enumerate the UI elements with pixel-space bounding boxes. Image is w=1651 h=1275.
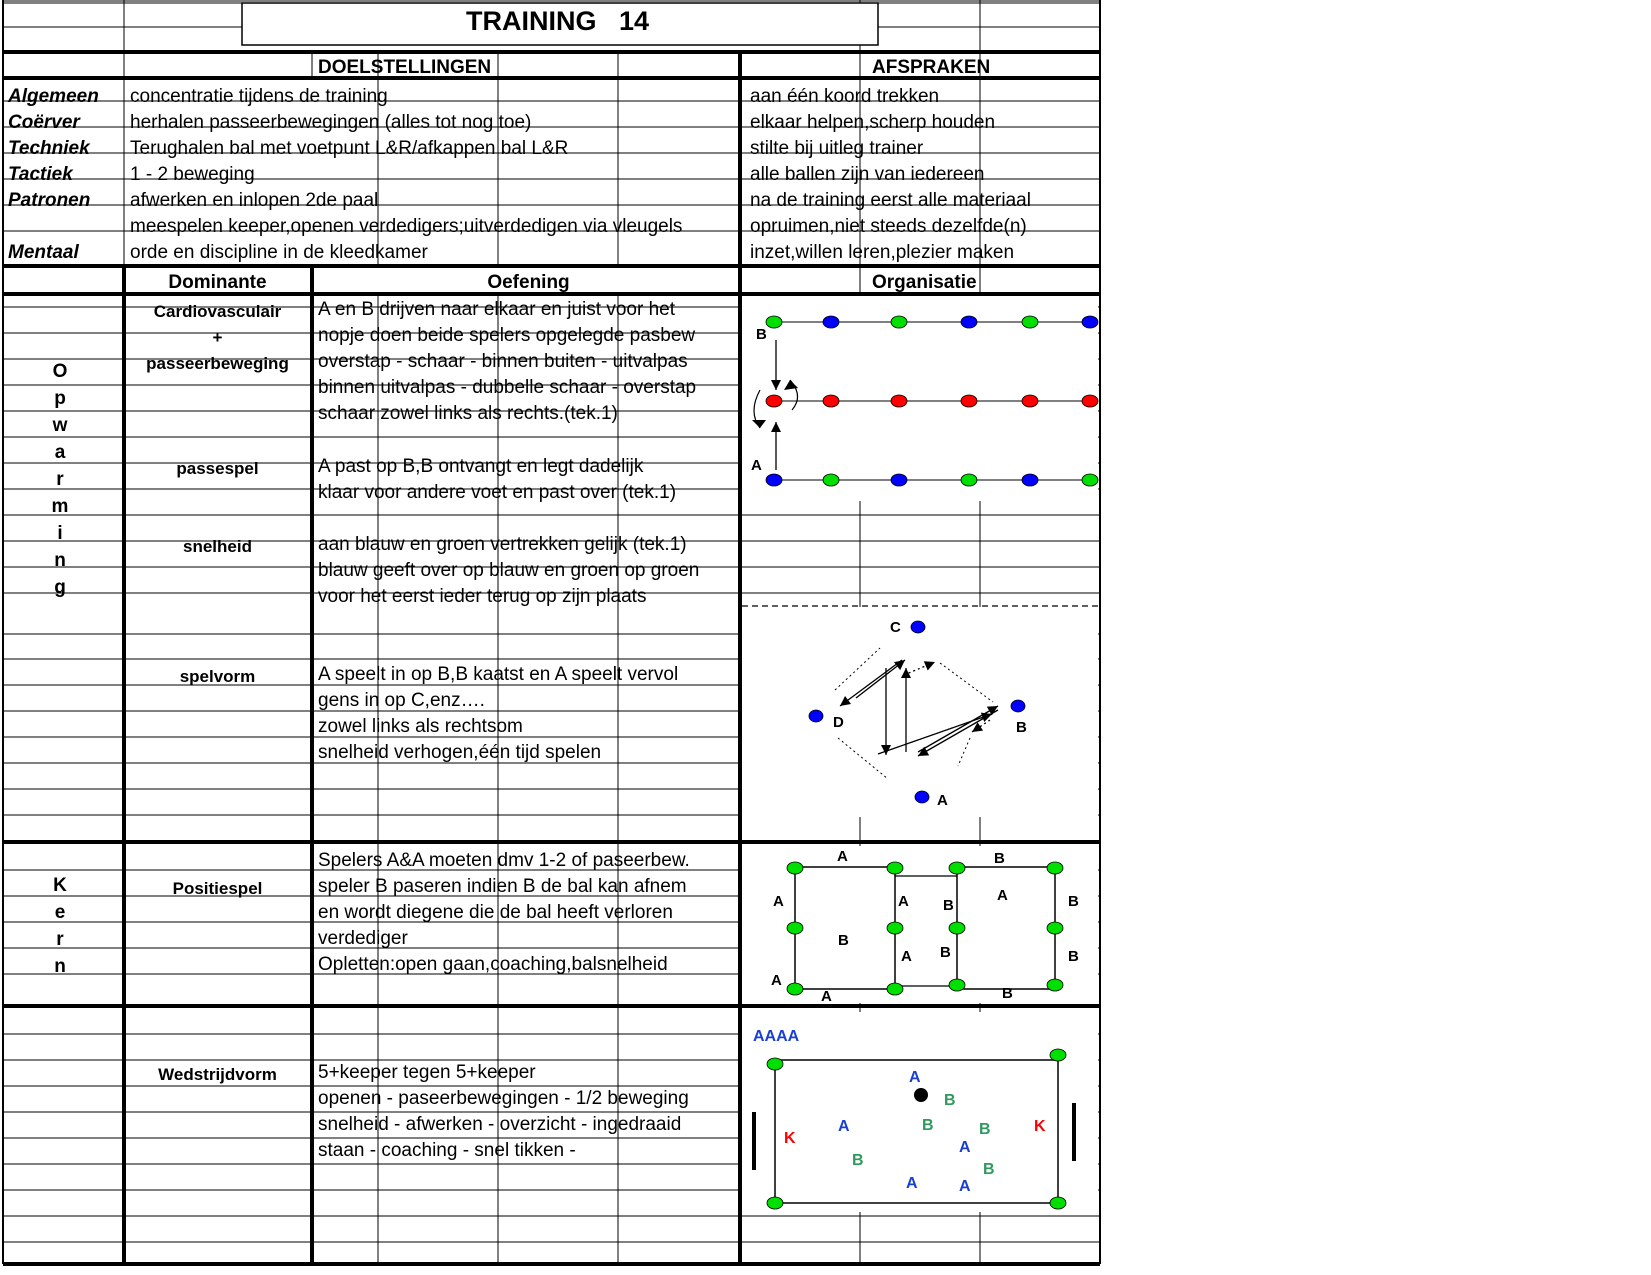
player-label: B bbox=[979, 1121, 991, 1138]
cone bbox=[823, 395, 839, 407]
section-letter: m bbox=[51, 496, 69, 517]
keeper-label: K bbox=[1034, 1118, 1046, 1135]
player-label: A bbox=[937, 792, 948, 809]
oefening-line: blauw geeft over op blauw en groen op groen bbox=[318, 560, 700, 581]
player-label: B bbox=[838, 932, 849, 949]
afspraak-text: inzet,willen leren,plezier maken bbox=[750, 242, 1015, 263]
cone bbox=[1050, 1049, 1066, 1061]
team-a-label: AAAA bbox=[753, 1028, 800, 1045]
header-doelstellingen: DOELSTELLINGEN bbox=[318, 57, 492, 78]
section-letter: i bbox=[57, 523, 63, 544]
player-label: C bbox=[890, 619, 901, 636]
player-label: A bbox=[959, 1139, 971, 1156]
section-letter: p bbox=[54, 388, 66, 409]
player-label: A bbox=[751, 457, 762, 474]
section-letter: g bbox=[54, 577, 66, 598]
section-letter: n bbox=[54, 550, 66, 571]
cone bbox=[766, 474, 782, 486]
page-title: TRAINING 14 bbox=[466, 6, 650, 36]
player-label: D bbox=[833, 714, 844, 731]
category-label: Coërver bbox=[8, 112, 80, 133]
oefening-line: verdediger bbox=[318, 928, 408, 949]
oefening-line: nopje doen beide spelers opgelegde pasbew bbox=[318, 325, 696, 346]
cone bbox=[891, 474, 907, 486]
player-label: A bbox=[838, 1118, 850, 1135]
oefening-line: binnen uitvalpas - dubbelle schaar - overstap bbox=[318, 377, 697, 398]
cone bbox=[961, 474, 977, 486]
player-label: A bbox=[898, 893, 909, 910]
player-label: B bbox=[943, 897, 954, 914]
player-label: B bbox=[1068, 893, 1079, 910]
afspraak-text: opruimen,niet steeds dezelfde(n) bbox=[750, 216, 1027, 237]
cone bbox=[1050, 1197, 1066, 1209]
player-label: B bbox=[756, 326, 767, 343]
section-letter: w bbox=[52, 415, 68, 436]
section-letter: e bbox=[54, 902, 66, 923]
dominante-cardio: Cardiovasculair bbox=[153, 302, 282, 321]
player-label: B bbox=[940, 944, 951, 961]
cone bbox=[1047, 979, 1063, 991]
section-letter: K bbox=[53, 875, 67, 896]
cone bbox=[887, 922, 903, 934]
dominante-wedstrijdvorm: Wedstrijdvorm bbox=[158, 1065, 277, 1084]
cone bbox=[823, 474, 839, 486]
cone bbox=[887, 862, 903, 874]
afspraak-text: aan één koord trekken bbox=[750, 86, 940, 107]
cone bbox=[787, 983, 803, 995]
cone bbox=[787, 862, 803, 874]
player-label: A bbox=[771, 972, 782, 989]
section-letter: O bbox=[52, 361, 68, 382]
category-label: Mentaal bbox=[8, 242, 79, 263]
dominante-snelheid: snelheid bbox=[183, 537, 252, 556]
cone bbox=[1047, 922, 1063, 934]
player bbox=[915, 791, 929, 803]
player-label: A bbox=[906, 1175, 918, 1192]
cone bbox=[891, 316, 907, 328]
player bbox=[1011, 700, 1025, 712]
cone bbox=[961, 316, 977, 328]
oefening-line: overstap - schaar - binnen buiten - uitvalpas bbox=[318, 351, 688, 372]
diagram-background bbox=[742, 607, 1098, 817]
goal-text: Terughalen bal met voetpunt L&R/afkappen bal L&R bbox=[130, 138, 569, 159]
dominante-positiespel: Positiespel bbox=[172, 879, 263, 898]
player bbox=[809, 710, 823, 722]
oefening-line: Opletten:open gaan,coaching,balsnelheid bbox=[318, 954, 668, 975]
cone bbox=[766, 316, 782, 328]
oefening-line: A past op B,B ontvangt en legt dadelijk bbox=[318, 456, 644, 477]
goal-text: orde en discipline in de kleedkamer bbox=[130, 242, 428, 263]
oefening-line: staan - coaching - snel tikken - bbox=[318, 1140, 576, 1161]
cone bbox=[1022, 474, 1038, 486]
header-afspraken: AFSPRAKEN bbox=[872, 57, 991, 78]
cone bbox=[887, 983, 903, 995]
cone bbox=[1047, 862, 1063, 874]
oefening-line: openen - paseerbewegingen - 1/2 beweging bbox=[318, 1088, 689, 1109]
dominante-plus: + bbox=[212, 328, 223, 347]
dominante-spelvorm: spelvorm bbox=[179, 667, 256, 686]
oefening-line: snelheid - afwerken - overzicht - ingedraaid bbox=[318, 1114, 682, 1135]
player-label: B bbox=[1068, 948, 1079, 965]
category-label: Techniek bbox=[8, 138, 90, 159]
goal-text: 1 - 2 beweging bbox=[130, 164, 255, 185]
dominante-passespel: passespel bbox=[176, 459, 259, 478]
cone bbox=[767, 1197, 783, 1209]
cone bbox=[949, 922, 965, 934]
oefening-line: en wordt diegene die de bal heeft verloren bbox=[318, 902, 673, 923]
player-label: B bbox=[1002, 985, 1013, 1002]
cone bbox=[1082, 316, 1098, 328]
cone bbox=[949, 979, 965, 991]
player-label: B bbox=[944, 1092, 956, 1109]
keeper-label: K bbox=[784, 1130, 796, 1147]
cone bbox=[949, 862, 965, 874]
section-letter: n bbox=[54, 956, 66, 977]
oefening-line: gens in op C,enz…. bbox=[318, 690, 485, 711]
category-label: Algemeen bbox=[8, 86, 99, 107]
cone bbox=[1022, 395, 1038, 407]
oefening-line: klaar voor andere voet en past over (tek.1) bbox=[318, 482, 677, 503]
player-label: A bbox=[773, 893, 784, 910]
oefening-line: A speelt in op B,B kaatst en A speelt vervol bbox=[318, 664, 679, 685]
category-label: Tactiek bbox=[8, 164, 73, 185]
player-label: A bbox=[821, 988, 832, 1005]
section-letter: a bbox=[54, 442, 66, 463]
cone bbox=[1022, 316, 1038, 328]
diagram-background bbox=[742, 296, 1098, 501]
player-label: B bbox=[983, 1161, 995, 1178]
oefening-line: schaar zowel links als rechts.(tek.1) bbox=[318, 403, 618, 424]
header-oefening: Oefening bbox=[487, 272, 570, 293]
goal-text: concentratie tijdens de training bbox=[130, 86, 388, 107]
afspraak-text: elkaar helpen,scherp houden bbox=[750, 112, 996, 133]
afspraak-text: stilte bij uitleg trainer bbox=[750, 138, 924, 159]
player-label: A bbox=[901, 948, 912, 965]
player-label: A bbox=[959, 1178, 971, 1195]
dominante-passeer: passeerbeweging bbox=[146, 354, 289, 373]
cone bbox=[767, 1058, 783, 1070]
header-dominante: Dominante bbox=[168, 272, 267, 293]
cone bbox=[1082, 474, 1098, 486]
category-label: Patronen bbox=[8, 190, 91, 211]
section-letter: r bbox=[56, 929, 64, 950]
afspraak-text: na de training eerst alle materiaal bbox=[750, 190, 1031, 211]
oefening-line: zowel links als rechtsom bbox=[318, 716, 523, 737]
afspraak-text: alle ballen zijn van iedereen bbox=[750, 164, 985, 185]
cone bbox=[787, 922, 803, 934]
oefening-line: A en B drijven naar elkaar en juist voor het bbox=[318, 299, 675, 320]
player-label: A bbox=[909, 1069, 921, 1086]
cone bbox=[1082, 395, 1098, 407]
oefening-line: voor het eerst ieder terug op zijn plaats bbox=[318, 586, 647, 607]
player-label: B bbox=[1016, 719, 1027, 736]
player-label: A bbox=[997, 887, 1008, 904]
goal-text: meespelen keeper,openen verdedigers;uitverdedigen via vleugels bbox=[130, 216, 683, 237]
player bbox=[911, 621, 925, 633]
cone bbox=[766, 395, 782, 407]
ball bbox=[914, 1088, 928, 1102]
cone bbox=[823, 316, 839, 328]
oefening-line: 5+keeper tegen 5+keeper bbox=[318, 1062, 536, 1083]
header-organisatie: Organisatie bbox=[872, 272, 977, 293]
oefening-line: snelheid verhogen,één tijd spelen bbox=[318, 742, 602, 763]
player-label: B bbox=[922, 1117, 934, 1134]
cone bbox=[891, 395, 907, 407]
player-label: B bbox=[994, 850, 1005, 867]
goal-text: afwerken en inlopen 2de paal bbox=[130, 190, 379, 211]
goal-text: herhalen passeerbewegingen (alles tot nog toe) bbox=[130, 112, 532, 133]
player-label: A bbox=[837, 848, 848, 865]
cone bbox=[961, 395, 977, 407]
section-letter: r bbox=[56, 469, 64, 490]
oefening-line: aan blauw en groen vertrekken gelijk (tek.1) bbox=[318, 534, 687, 555]
player-label: B bbox=[852, 1152, 864, 1169]
oefening-line: speler B paseren indien B de bal kan afnem bbox=[318, 876, 687, 897]
oefening-line: Spelers A&A moeten dmv 1-2 of paseerbew. bbox=[318, 850, 690, 871]
